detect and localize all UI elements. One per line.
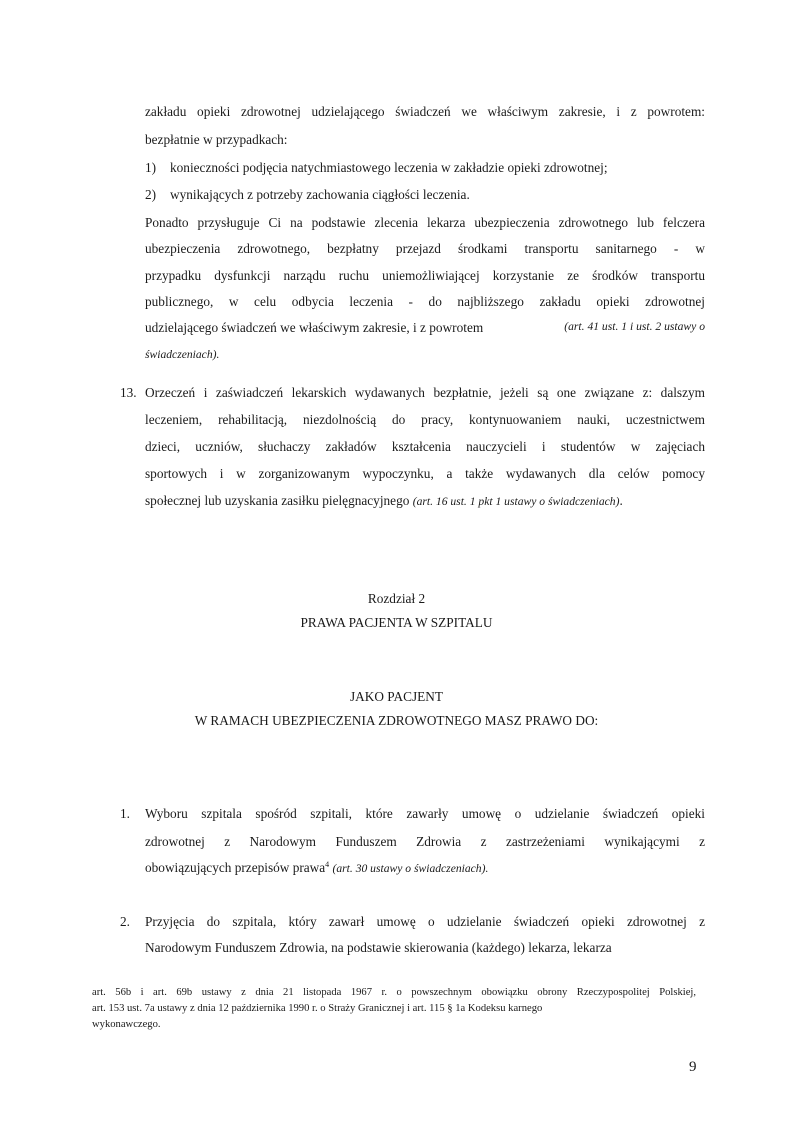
text-line: Narodowym Funduszem Zdrowia, na podstawie skierowania (każdego) lekarza, lekarza: [145, 940, 612, 955]
section-heading: JAKO PACJENT: [350, 689, 443, 704]
list-number: 1): [145, 160, 157, 175]
footnote-line: wykonawczego.: [92, 1019, 161, 1030]
text-line: [145, 860, 488, 876]
text-line: Orzeczeń i zaświadczeń lekarskich wydawanych bezpłatnie, jeżeli są one związane z: dalszym: [145, 385, 705, 400]
text-segment: społecznej lub uzyskania zasiłku pielęgnacyjnego: [145, 493, 410, 508]
text-line: leczeniem, rehabilitacją, niezdolnością do pracy, kontynuowaniem nauki, uczestnictwem: [145, 412, 705, 427]
text-line: Wyboru szpitala spośród szpitali, które zawarły umowę o udzielanie świadczeń opieki: [145, 806, 705, 821]
chapter-title: PRAWA PACJENTA W SZPITALU: [300, 615, 493, 630]
text-line: zakładu opieki zdrowotnej udzielającego świadczeń we właściwym zakresie, i z powrotem:: [145, 104, 705, 119]
section-heading: W RAMACH UBEZPIECZENIA ZDROWOTNEGO MASZ PRAWO DO:: [194, 713, 599, 728]
list-number: 2): [145, 187, 157, 202]
chapter-label: Rozdział 2: [367, 591, 426, 606]
text-line: [145, 493, 623, 509]
text-segment: .: [619, 493, 623, 508]
footnote-marker: 4: [325, 860, 330, 869]
text-line: [145, 320, 705, 336]
page-number: 9: [689, 1059, 697, 1075]
list-number: 13.: [120, 385, 137, 400]
text-line: ubezpieczenia zdrowotnego, bezpłatny przejazd środkami transportu sanitarnego - w: [145, 241, 705, 256]
legal-reference: (art. 41 ust. 1 i ust. 2 ustawy o: [564, 320, 705, 333]
text-line: publicznego, w celu odbycia leczenia - do najbliższego zakładu opieki zdrowotnej: [145, 294, 705, 309]
text-line: dzieci, uczniów, słuchaczy zakładów kształcenia nauczycieli i studentów w zajęciach: [145, 439, 705, 454]
legal-reference: (art. 30 ustawy o świadczeniach).: [332, 862, 489, 875]
text-line: Ponadto przysługuje Ci na podstawie zlecenia lekarza ubezpieczenia zdrowotnego lub felczera: [145, 215, 705, 230]
list-item-text: konieczności podjęcia natychmiastowego leczenia w zakładzie opieki zdrowotnej;: [170, 160, 608, 175]
text-line: bezpłatnie w przypadkach:: [145, 132, 288, 147]
list-number: 1.: [120, 806, 130, 821]
legal-reference: świadczeniach).: [145, 348, 220, 361]
footnote-line: art. 153 ust. 7a ustawy z dnia 12 października 1990 r. o Straży Granicznej i art. 115 § 1a Kodeksu karnego: [92, 1003, 543, 1014]
text-line: sportowych i w zorganizowanym wypoczynku, a także wydawanych dla celów pomocy: [145, 466, 705, 481]
footnote-line: art. 56b i art. 69b ustawy z dnia 21 listopada 1967 r. o powszechnym obowiązku obrony Rzeczypospolitej Polskiej,: [92, 987, 696, 998]
text-line: przypadku dysfunkcji narządu ruchu uniemożliwiającej korzystanie ze środków transportu: [145, 268, 705, 283]
text-line: Przyjęcia do szpitala, który zawarł umowę o udzielanie świadczeń opieki zdrowotnej z: [145, 914, 705, 929]
legal-reference: (art. 16 ust. 1 pkt 1 ustawy o świadczeniach): [412, 495, 620, 508]
list-number: 2.: [120, 914, 130, 929]
list-item-text: wynikających z potrzeby zachowania ciągłości leczenia.: [170, 187, 470, 202]
text-line: zdrowotnej z Narodowym Funduszem Zdrowia z zastrzeżeniami wynikającymi z: [145, 834, 705, 849]
text-segment: udzielającego świadczeń we właściwym zakresie, i z powrotem: [145, 320, 484, 335]
text-segment: obowiązujących przepisów prawa: [145, 860, 326, 875]
